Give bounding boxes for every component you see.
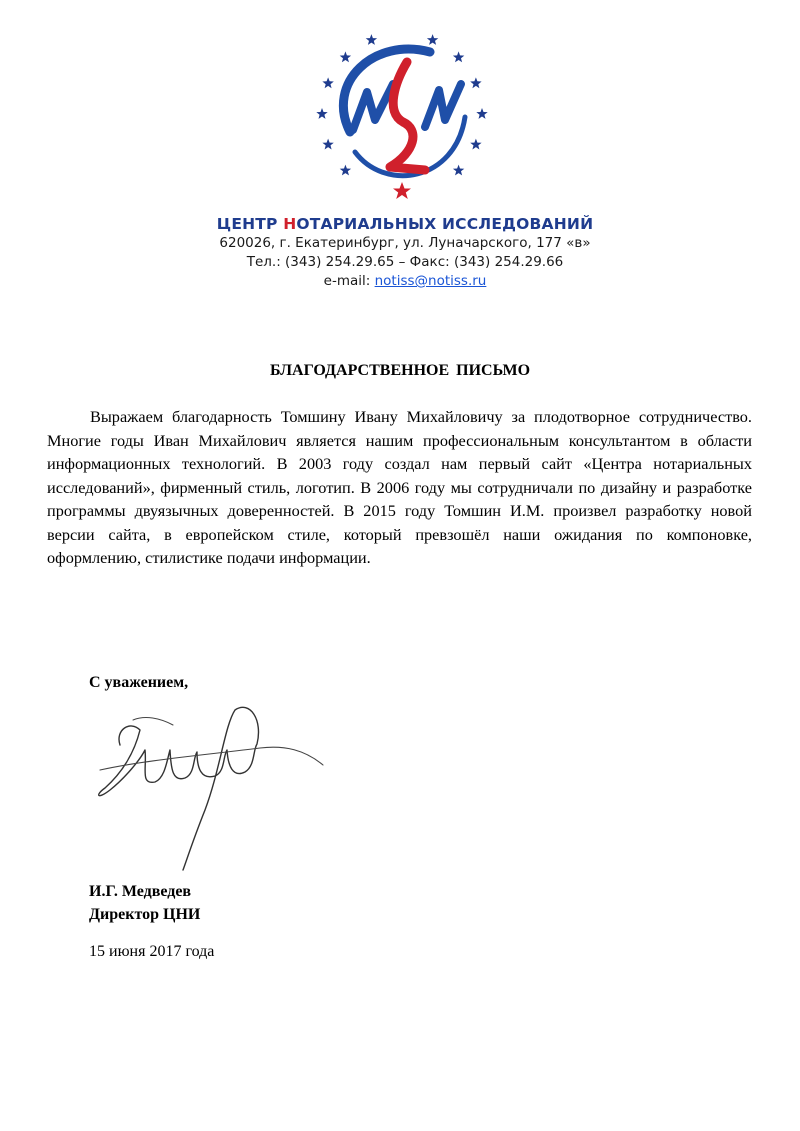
letter-body: Выражаем благодарность Томшину Ивану Михайловичу за плодотворное сотрудничество. Многие годы Иван Михайлович является нашим профессиональным консультантом в области информационных технологий. В 2003 году создал нам первый сайт «Центра нотариальных исследований», фирменный стиль, логотип. В 2006 году мы сотрудничали по дизайну и разработке программы двуязычных доверенностей. В 2015 году Томшин И.М. произвел разработку новой версии сайта, в европейском стиле, который превзошёл наши ожидания по компоновке, оформлению, стилистике подачи информации. [47, 407, 752, 567]
logo-star [322, 139, 333, 150]
logo-star [470, 77, 481, 88]
logo-star [366, 34, 377, 45]
letter-date: 15 июня 2017 года [89, 943, 215, 960]
logo-star [322, 77, 333, 88]
letterhead [0, 214, 800, 291]
signer-name: И.Г. Медведев [89, 883, 192, 900]
organization-logo [315, 22, 490, 202]
letter-title: БЛАГОДАРСТВЕННОЕ ПИСЬМО [269, 362, 531, 379]
organization-name: ЦЕНТР НОТАРИАЛЬНЫХ ИССЛЕДОВАНИЙ [216, 215, 594, 233]
logo-letter-i [353, 84, 393, 130]
logo-star [340, 165, 351, 176]
handwritten-signature [85, 690, 330, 885]
organization-phones: Тел.: (343) 254.29.65 – Факс: (343) 254.29.66 [246, 254, 564, 270]
signer-block [89, 880, 200, 926]
organization-name-initial: Н [283, 215, 297, 233]
signer-title: Директор ЦНИ [89, 906, 201, 923]
logo-letter-red [390, 62, 425, 170]
logo-letter-i2 [425, 84, 461, 127]
letter-closing: С уважением, [89, 674, 189, 691]
logo-red-star [393, 182, 411, 199]
logo-star [316, 108, 327, 119]
logo-star [340, 51, 351, 62]
logo-star [427, 34, 438, 45]
organization-address: 620026, г. Екатеринбург, ул. Луначарского, 177 «в» [219, 235, 591, 251]
logo-star [476, 108, 487, 119]
logo-star [453, 51, 464, 62]
email-link[interactable]: notiss@notiss.ru [374, 273, 487, 289]
organization-email-line: e-mail: notiss@notiss.ru [323, 273, 487, 289]
logo-star [453, 165, 464, 176]
logo-star [470, 139, 481, 150]
